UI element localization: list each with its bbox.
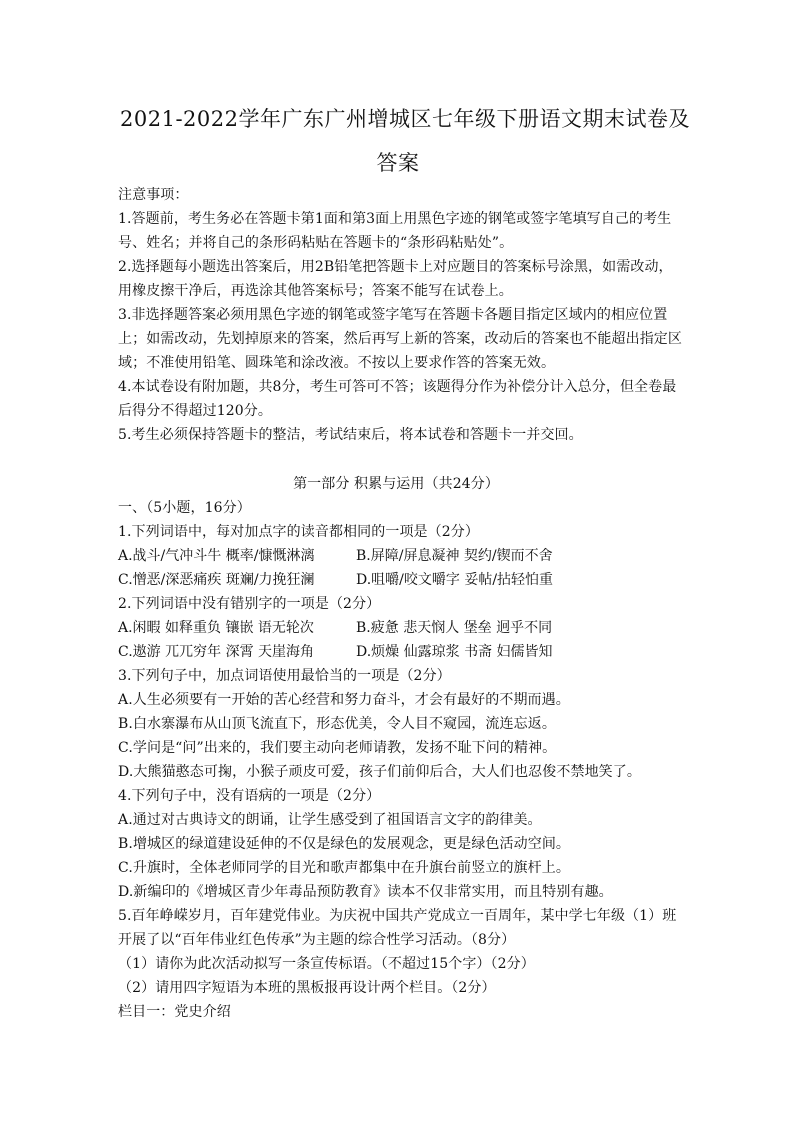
notes-line: 用橡皮擦干净后，再选涂其他答案标号；答案不能写在试卷上。 bbox=[118, 283, 513, 299]
option-d: D.烦燥 仙露琼浆 书斋 妇儒皆知 bbox=[356, 644, 553, 660]
question-5-stem: 5.百年峥嵘岁月，百年建党伟业。为庆祝中国共产党成立一百周年，某中学七年级（1）班 bbox=[118, 908, 677, 924]
option-b: B.增城区的绿道建设延伸的不仅是绿色的发展观念，更是绿色活动空间。 bbox=[118, 836, 571, 852]
option-c: C.学问是“问”出来的，我们要主动向老师请教，发扬不耻下问的精神。 bbox=[118, 740, 557, 756]
document-title: 2021-2022学年广东广州增城区七年级下册语文期末试卷及 bbox=[120, 107, 690, 131]
notes-line: 5.考生必须保持答题卡的整洁，考试结束后，将本试卷和答题卡一并交回。 bbox=[118, 427, 583, 443]
section-heading: 一、（5小题，16分） bbox=[118, 500, 251, 516]
option-a: A.战斗/气冲斗牛 概率/慷慨淋漓 bbox=[118, 548, 315, 564]
option-a: A.通过对古典诗文的朗诵，让学生感受到了祖国语言文字的韵律美。 bbox=[118, 812, 542, 828]
question-5-subquestion-2: （2）请用四字短语为本班的黑板报再设计两个栏目。（2分） bbox=[118, 980, 496, 996]
notes-line: 号、姓名；并将自己的条形码粘贴在答题卡的“条形码粘贴处”。 bbox=[118, 235, 514, 251]
option-a: A.闲暇 如释重负 镶嵌 语无轮次 bbox=[118, 620, 314, 636]
option-b: B.屏障/屏息凝神 契约/锲而不舍 bbox=[356, 548, 553, 564]
option-c: C.憎恶/深恶痛疾 斑斓/力挽狂澜 bbox=[118, 572, 315, 588]
notes-line: 后得分不得超过120分。 bbox=[118, 403, 272, 419]
option-a: A.人生必须要有一开始的苦心经营和努力奋斗，才会有最好的不期而遇。 bbox=[118, 692, 570, 708]
question-3-stem: 3.下列句子中，加点词语使用最恰当的一项是（2分） bbox=[118, 668, 451, 684]
column-one-label: 栏目一：党史介绍 bbox=[118, 1004, 231, 1020]
notes-line: 3.非选择题答案必须用黑色字迹的钢笔或签字笔写在答题卡各题目指定区域内的相应位置 bbox=[118, 307, 668, 323]
option-b: B.疲惫 悲天悯人 堡垒 迥乎不同 bbox=[356, 620, 553, 636]
option-d: D.大熊猫憨态可掬，小猴子顽皮可爱，孩子们前仰后合，大人们也忍俊不禁地笑了。 bbox=[118, 764, 641, 780]
option-d: D.新编印的《增城区青少年毒品预防教育》读本不仅非常实用，而且特别有趣。 bbox=[118, 884, 613, 900]
part-heading: 第一部分 积累与运用（共24分） bbox=[293, 476, 499, 492]
notes-line: 2.选择题每小题选出答案后，用2B铅笔把答题卡上对应题目的答案标号涂黑，如需改动， bbox=[118, 259, 673, 275]
notes-line: 域；不准使用铅笔、圆珠笔和涂改液。不按以上要求作答的答案无效。 bbox=[118, 355, 556, 371]
question-2-stem: 2.下列词语中没有错别字的一项是（2分） bbox=[118, 596, 381, 612]
option-c: C.遨游 兀兀穷年 深霄 天崖海角 bbox=[118, 644, 315, 660]
question-5-subquestion-1: （1）请你为此次活动拟写一条宣传标语。（不超过15个字）（2分） bbox=[118, 956, 535, 972]
option-d: D.咀嚼/咬文嚼字 妥帖/拈轻怕重 bbox=[356, 572, 554, 588]
option-b: B.白水寨瀑布从山顶飞流直下，形态优美，令人目不窥园，流连忘返。 bbox=[118, 716, 556, 732]
option-c: C.升旗时，全体老师同学的目光和歌声都集中在升旗台前竖立的旗杆上。 bbox=[118, 860, 570, 876]
question-5-stem-continued: 开展了以“百年伟业红色传承”为主题的综合性学习活动。（8分） bbox=[118, 932, 516, 948]
notes-heading: 注意事项： bbox=[118, 187, 189, 203]
document-title-continued: 答案 bbox=[376, 151, 420, 175]
notes-line: 上；如需改动，先划掉原来的答案，然后再写上新的答案，改动后的答案也不能超出指定区 bbox=[118, 331, 682, 347]
question-4-stem: 4.下列句子中，没有语病的一项是（2分） bbox=[118, 788, 381, 804]
notes-line: 1.答题前，考生务必在答题卡第1面和第3面上用黑色字迹的钢笔或签字笔填写自己的考生 bbox=[118, 211, 672, 227]
notes-line: 4.本试卷设有附加题，共8分，考生可答可不答；该题得分作为补偿分计入总分，但全卷最 bbox=[118, 379, 677, 395]
question-1-stem: 1.下列词语中，每对加点字的读音都相同的一项是（2分） bbox=[118, 524, 479, 540]
